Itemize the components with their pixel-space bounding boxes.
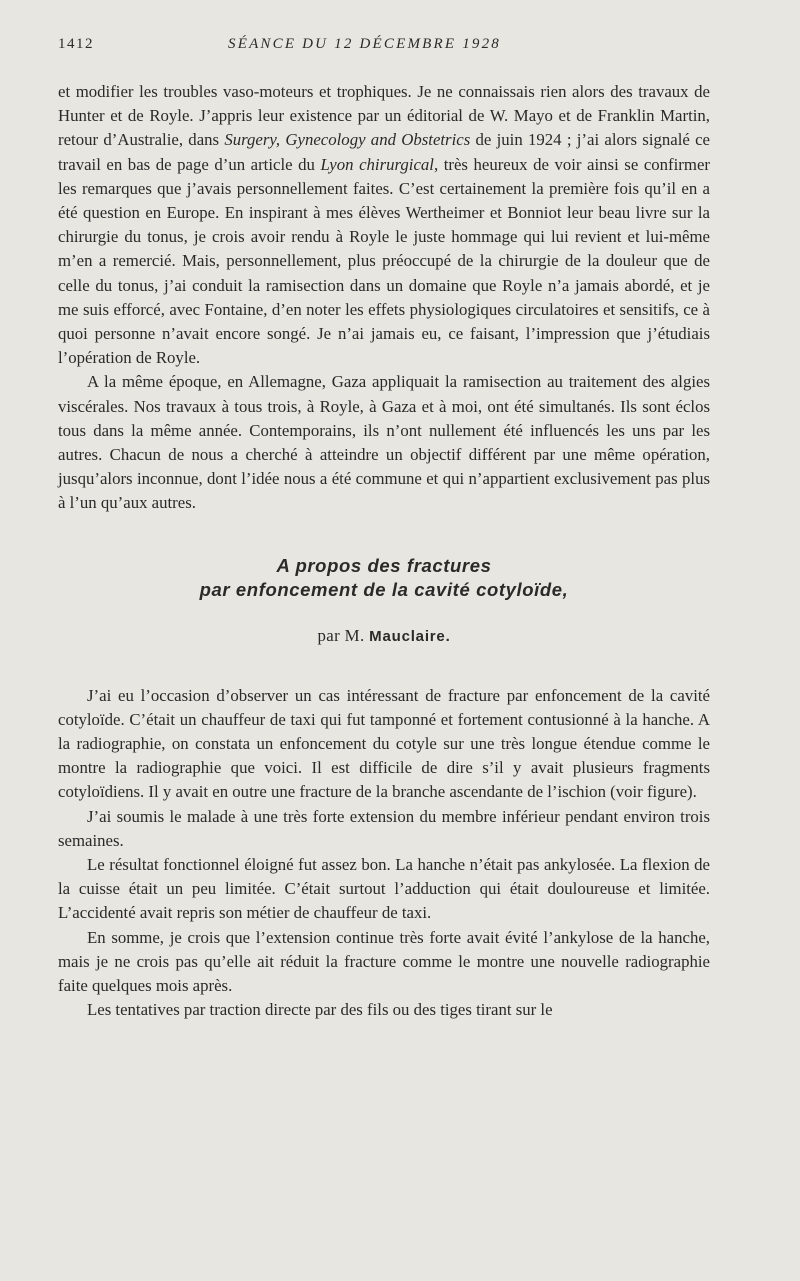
paragraph-text: et modifier les troubles vaso-moteurs et trophiques. Je ne connaissais rien alors des travaux de Hunter et de Royle. J’appris leur existence par un éditorial de W. Mayo et de Franklin Martin, retour d’Australie, dans xyxy=(58,82,710,150)
previous-article-text xyxy=(58,80,710,516)
page-number: 1412 xyxy=(58,36,94,52)
article-title-line: A propos des fractures xyxy=(276,554,492,576)
paragraph xyxy=(58,80,710,370)
author-name: Mauclaire. xyxy=(369,627,451,645)
paragraph-text: de juin 1924 ; j’ai alors signalé ce travail en bas de page d’un article du xyxy=(58,130,710,174)
journal-title: Surgery, Gynecology and Obstetrics xyxy=(224,130,471,150)
byline xyxy=(58,626,710,646)
paragraph: En somme, je crois que l’extension continue très forte avait évité l’ankylose de la hanche, mais je ne crois pas qu’elle ait réduit la fracture comme le montre une nouvelle radiographie faite quelques mois après. xyxy=(58,927,710,996)
paragraph: J’ai eu l’occasion d’observer un cas intéressant de fracture par enfoncement de la cavité cotyloïde. C’était un chauffeur de taxi qui fut tamponné et fortement contusionné à la hanche. A la radiographie, on constata un enfoncement du cotyle sur une très longue étendue comme le montre la radiographie que voici. Il est difficile de dire s’il y avait plusieurs fragments cotyloïdiens. Il y avait en outre une fracture de la branche ascendante de l’ischion (voir figure). xyxy=(58,685,710,802)
paragraph: J’ai soumis le malade à une très forte extension du membre inférieur pendant environ trois semaines. xyxy=(58,806,710,850)
journal-title: Lyon chirurgical xyxy=(320,154,434,174)
paragraph-text: , très heureux de voir ainsi se confirmer les remarques que j’avais personnellement faites. C’est certainement la première fois qu’il en a été question en Europe. En inspirant à mes élèves Wertheimer et Bonniot leur beau livre sur la chirurgie du tonus, je crois avoir rendu à Royle le juste hommage qui lui revient et lui-même m’en a remercié. Mais, personnellement, plus préoccupé de la chirurgie de la douleur que de celle du tonus, j’ai conduit la ramisection dans un domaine que Royle n’a jamais abordé, et je me suis efforcé, avec Fontaine, d’en noter les effets physiologiques circulatoires et sensitifs, ce à quoi personne n’avait encore songé. Je n’ai jamais eu, ce faisant, l’impression que j’étudiais l’opération de Royle. xyxy=(58,154,710,368)
paragraph: A la même époque, en Allemagne, Gaza appliquait la ramisection au traitement des algies viscérales. Nos travaux à tous trois, à Royle, à Gaza et à moi, ont été simultanés. Ils sont éclos tous dans la même année. Contemporains, ils n’ont nullement été influencés les uns par les autres. Chacun de nous a cherché à atteindre un objectif différent par une même opération, jusqu’alors inconnue, dont l’idée nous a été commune et qui n’appartient exclusivement pas plus à l’un qu’aux autres. xyxy=(58,372,710,513)
article-title-line: par enfoncement de la cavité cotyloïde, xyxy=(199,578,569,600)
paragraph: Les tentatives par traction directe par des fils ou des tiges tirant sur le xyxy=(87,1000,553,1020)
running-title: SÉANCE DU 12 DÉCEMBRE 1928 xyxy=(228,36,502,52)
byline-prefix: par M. xyxy=(317,625,370,645)
paragraph: Le résultat fonctionnel éloigné fut assez bon. La hanche n’était pas ankylosée. La flexion de la cuisse était un peu limitée. C’était surtout l’adduction qui était douloureuse et limitée. L’accidenté avait repris son métier de chauffeur de taxi. xyxy=(58,855,710,923)
article-title xyxy=(58,554,710,602)
running-head xyxy=(58,36,710,60)
article-body xyxy=(58,684,710,1023)
